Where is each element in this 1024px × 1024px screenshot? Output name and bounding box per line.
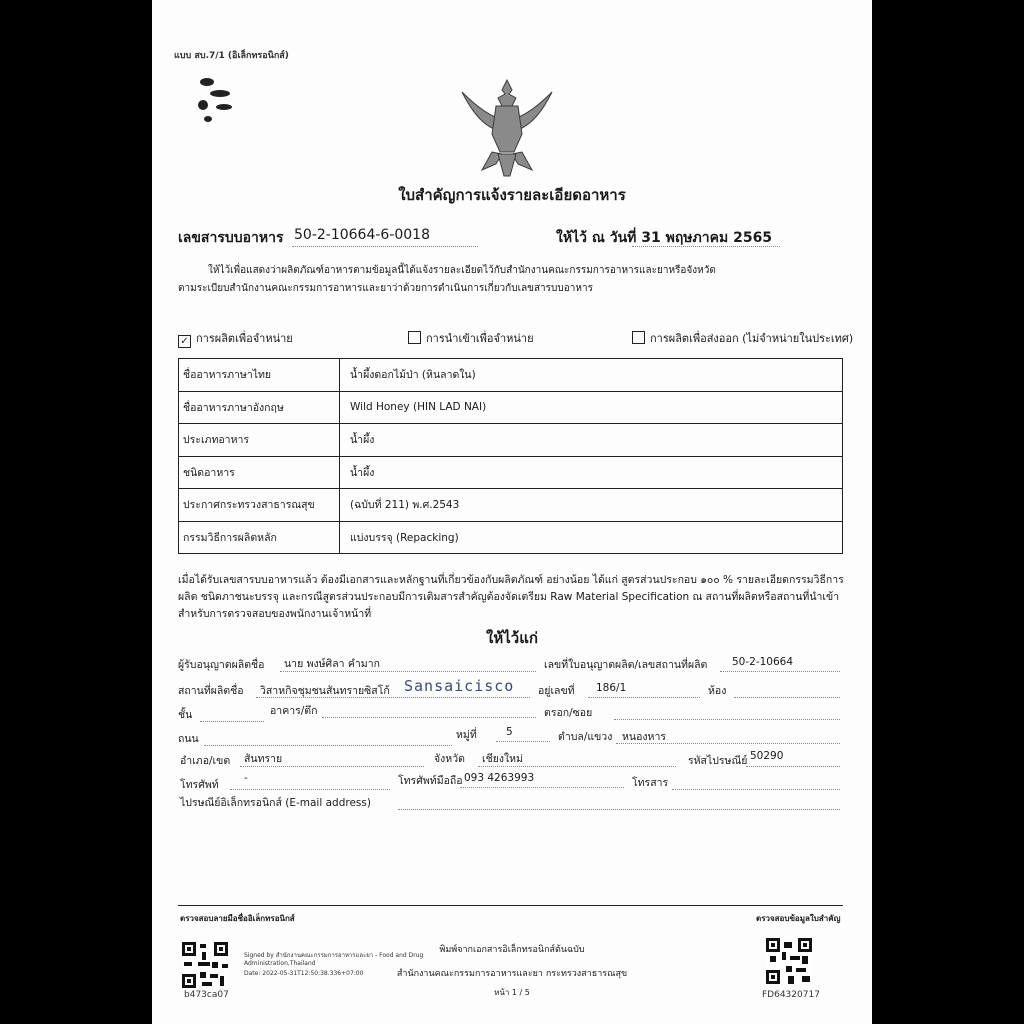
document-code: FD64320717: [762, 990, 820, 1000]
registration-number: 50-2-10664-6-0018: [294, 227, 431, 243]
checkbox-production[interactable]: [178, 329, 293, 348]
moo: 5: [506, 726, 513, 738]
table-key: ชนิดอาหาร: [179, 456, 340, 489]
mobile-label: โทรศัพท์มือถือ: [398, 775, 463, 787]
document-check-label: ตรวจสอบข้อมูลใบสำคัญ: [756, 914, 841, 923]
table-value: (ฉบับที่ 211) พ.ศ.2543: [340, 489, 843, 522]
licensee-name: นาย พงษ์ศิลา คำมาก: [284, 658, 380, 670]
road-label: ถนน: [178, 733, 199, 745]
subdistrict-label: ตำบล/แขวง: [558, 731, 613, 743]
print-source-line-2: สำนักงานคณะกรรมการอาหารและยา กระทรวงสาธารณสุข: [396, 969, 628, 979]
postal-code: 50290: [750, 750, 784, 762]
page-number: หน้า 1 / 5: [494, 988, 530, 997]
table-key: ชื่ออาหารภาษาไทย: [179, 359, 340, 392]
checkbox-import[interactable]: [408, 329, 534, 347]
checkbox-production-label: การผลิตเพื่อจำหน่าย: [196, 332, 293, 345]
registration-label: เลขสารบบอาหาร: [178, 230, 284, 246]
room-label: ห้อง: [708, 685, 727, 697]
table-value: น้ำผึ้ง: [340, 424, 843, 457]
alley-label: ตรอก/ซอย: [544, 707, 593, 719]
table-row: [179, 456, 843, 489]
grant-title: ให้ไว้แก่: [486, 629, 538, 647]
document-qr-icon[interactable]: [766, 938, 812, 984]
checkbox-export-label: การผลิตเพื่อส่งออก (ไม่จำหน่ายในประเทศ): [650, 332, 854, 345]
table-value: แบ่งบรรจุ (Repacking): [340, 521, 843, 554]
table-row: [179, 391, 843, 424]
floor-label: ชั้น: [178, 709, 193, 721]
phone-label: โทรศัพท์: [180, 779, 219, 791]
intro-line-2: ตามระเบียบสำนักงานคณะกรรมการอาหารและยาว่าด้วยการดำเนินการเกี่ยวกับเลขสารบบอาหาร: [178, 283, 593, 294]
table-row: [179, 521, 843, 554]
fax-label: โทรสาร: [632, 777, 669, 789]
table-value: Wild Honey (HIN LAD NAI): [340, 391, 843, 424]
table-row: [179, 489, 843, 522]
checkbox-export-box[interactable]: [632, 331, 645, 344]
license-number-label: เลขที่ใบอนุญาตผลิต/เลขสถานที่ผลิต: [544, 659, 708, 671]
signed-by-line-1: Signed by สำนักงานคณะกรรมการอาหารและยา - Food and Drug: [244, 952, 424, 959]
province-label: จังหวัด: [434, 753, 465, 765]
building-label: อาคาร/ตึก: [270, 705, 318, 717]
email-label: ไปรษณีย์อิเล็กทรอนิกส์ (E-mail address): [180, 797, 371, 809]
form-code: แบบ สบ.7/1 (อิเล็กทรอนิกส์): [174, 51, 289, 61]
handwritten-note: Sansaicisco: [404, 677, 515, 695]
province: เชียงใหม่: [482, 753, 523, 765]
licensee-name-label: ผู้รับอนุญาตผลิตชื่อ: [178, 659, 265, 671]
document-title: ใบสำคัญการแจ้งรายละเอียดอาหาร: [398, 186, 626, 204]
signature-check-label: ตรวจสอบลายมือชื่ออิเล็กทรอนิกส์: [180, 914, 295, 923]
table-value: น้ำผึ้งดอกไม้ป่า (หินลาดใน): [340, 359, 843, 392]
table-key: ประกาศกระทรวงสาธารณสุข: [179, 489, 340, 522]
food-info-table: [178, 358, 843, 554]
house-number-label: อยู่เลขที่: [538, 685, 575, 697]
table-row: [179, 424, 843, 457]
district-label: อำเภอ/เขต: [180, 755, 231, 767]
table-key: ชื่ออาหารภาษาอังกฤษ: [179, 391, 340, 424]
checkbox-production-box[interactable]: ✓: [178, 335, 191, 348]
moo-label: หมู่ที่: [456, 729, 477, 741]
subdistrict: หนองหาร: [622, 731, 666, 743]
table-row: [179, 359, 843, 392]
requirements-note: เมื่อได้รับเลขสารบบอาหารแล้ว ต้องมีเอกสารและหลักฐานที่เกี่ยวข้องกับผลิตภัณฑ์ อย่างน้อย ได้แก่ สูตรส่วนประกอบ ๑๐๐ % รายละเอียดกรรมวิธีการผลิต ชนิดภาชนะบรรจุ และกรณีสูตรส่วนประกอบมีการเติมสารสำคัญต้องจัดเตรียม Raw Material Specification ณ สถานที่ผลิตหรือสถานที่นำเข้า สำหรับการตรวจสอบของพนักงานเจ้าหน้าที่: [178, 574, 844, 620]
place-name: วิสาหกิจชุมชนสันทรายซิสโก้: [260, 685, 390, 697]
signed-date: Date: 2022-05-31T12:50:38.336+07:00: [244, 970, 364, 977]
mobile: 093 4263993: [464, 772, 535, 784]
intro-line-1: ให้ไว้เพื่อแสดงว่าผลิตภัณฑ์อาหารตามข้อมูลนี้ได้แจ้งรายละเอียดไว้กับสำนักงานคณะกรรมการอาหารและยาหรือจังหวัด: [208, 265, 716, 276]
garuda-emblem-icon: [452, 72, 562, 180]
signed-by-line-2: Administration,Thailand: [244, 960, 316, 967]
intro-text: [178, 262, 858, 298]
table-key: กรรมวิธีการผลิตหลัก: [179, 521, 340, 554]
signature-code: b473ca07: [184, 990, 229, 1000]
district: สันทราย: [244, 753, 283, 765]
table-key: ประเภทอาหาร: [179, 424, 340, 457]
document-page: [152, 0, 872, 1024]
checkbox-import-box[interactable]: [408, 331, 421, 344]
license-number: 50-2-10664: [732, 656, 794, 668]
place-name-label: สถานที่ผลิตชื่อ: [178, 685, 244, 697]
print-source-line-1: พิมพ์จากเอกสารอิเล็กทรอนิกส์ต้นฉบับ: [439, 945, 585, 955]
issued-date: ให้ไว้ ณ วันที่ 31 พฤษภาคม 2565: [556, 230, 773, 246]
phone: -: [244, 772, 248, 784]
table-value: น้ำผึ้ง: [340, 456, 843, 489]
house-number: 186/1: [596, 682, 627, 694]
postal-code-label: รหัสไปรษณีย์: [688, 755, 748, 767]
checkbox-export[interactable]: [632, 329, 853, 347]
footer-divider: [178, 905, 843, 906]
checkbox-import-label: การนำเข้าเพื่อจำหน่าย: [426, 332, 534, 345]
